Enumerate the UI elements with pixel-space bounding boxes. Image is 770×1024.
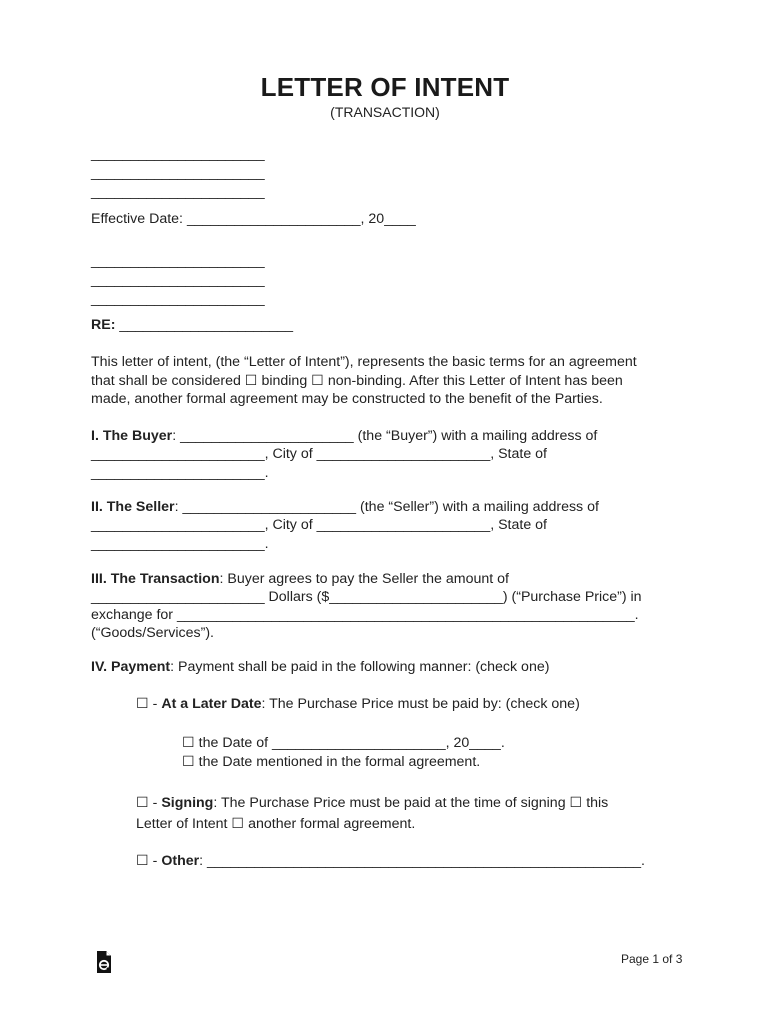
later-label: At a Later Date [161, 696, 262, 712]
address-blank-3: ______________________ [91, 184, 265, 200]
recipient-blank-1: ______________________ [91, 253, 265, 269]
payment-line-1 [91, 658, 549, 676]
other-label: Other [161, 853, 200, 869]
re-blank: ______________________ [115, 317, 293, 333]
seller-line-1-text: : ______________________ (the “Seller”) with a mailing address of [174, 499, 599, 515]
address-blank-2: ______________________ [91, 165, 265, 181]
signing-label: Signing [161, 795, 214, 811]
transaction-line-1 [91, 570, 509, 588]
payment-option-other [136, 852, 645, 870]
seller-line-3: ______________________. [91, 536, 269, 552]
other-text: : _______________________________________________________. [199, 853, 645, 869]
recipient-blank-3: ______________________ [91, 291, 265, 307]
recipient-blank-2: ______________________ [91, 272, 265, 288]
eforms-logo-icon [95, 950, 113, 974]
intro-line-1: This letter of intent, (the “Letter of Intent”), represents the basic terms for an agreement [91, 354, 637, 370]
effective-date-line: Effective Date: ______________________, 20____ [91, 211, 416, 227]
buyer-line-1 [91, 427, 597, 445]
payment-line-1-text: : Payment shall be paid in the following manner: (check one) [170, 659, 550, 675]
later-checkbox[interactable]: ☐ - [136, 696, 162, 712]
eforms-logo-svg [95, 950, 113, 974]
transaction-line-1-text: : Buyer agrees to pay the Seller the amount of [219, 571, 509, 587]
intro-line-2: that shall be considered ☐ binding ☐ non-binding. After this Letter of Intent has been [91, 373, 623, 389]
payment-heading: IV. Payment [91, 659, 171, 675]
seller-line-1 [91, 498, 599, 516]
transaction-heading: III. The Transaction [91, 571, 220, 587]
later-option-formal-agreement[interactable]: ☐ the Date mentioned in the formal agreement. [182, 754, 481, 770]
seller-line-2: ______________________, City of ______________________, State of [91, 517, 547, 533]
signing-text: : The Purchase Price must be paid at the time of signing ☐ this [213, 795, 609, 811]
signing-checkbox[interactable]: ☐ - [136, 795, 162, 811]
later-option-date[interactable]: ☐ the Date of ______________________, 20____. [182, 735, 505, 751]
buyer-line-1-text: : ______________________ (the “Buyer”) with a mailing address of [172, 428, 598, 444]
transaction-line-3: exchange for __________________________________________________________. [91, 607, 639, 623]
address-blank-1: ______________________ [91, 146, 265, 162]
signing-line-2: Letter of Intent ☐ another formal agreement. [136, 816, 416, 832]
transaction-line-2: ______________________ Dollars ($______________________) (“Purchase Price”) in [91, 589, 642, 605]
document-title: LETTER OF INTENT [260, 72, 510, 102]
re-label: RE: [91, 317, 116, 333]
buyer-line-3: ______________________. [91, 465, 269, 481]
transaction-line-4: (“Goods/Services”). [91, 625, 214, 641]
payment-option-later [136, 695, 580, 713]
intro-line-3: made, another formal agreement may be constructed to the benefit of the Parties. [91, 391, 603, 407]
buyer-line-2: ______________________, City of ______________________, State of [91, 446, 547, 462]
later-text: : The Purchase Price must be paid by: (check one) [261, 696, 580, 712]
page-number: Page 1 of 3 [621, 952, 683, 966]
payment-option-signing [136, 794, 608, 812]
other-checkbox[interactable]: ☐ - [136, 853, 162, 869]
buyer-heading: I. The Buyer [91, 428, 173, 444]
re-line [91, 316, 293, 334]
seller-heading: II. The Seller [91, 499, 175, 515]
document-subtitle: (TRANSACTION) [330, 104, 440, 120]
